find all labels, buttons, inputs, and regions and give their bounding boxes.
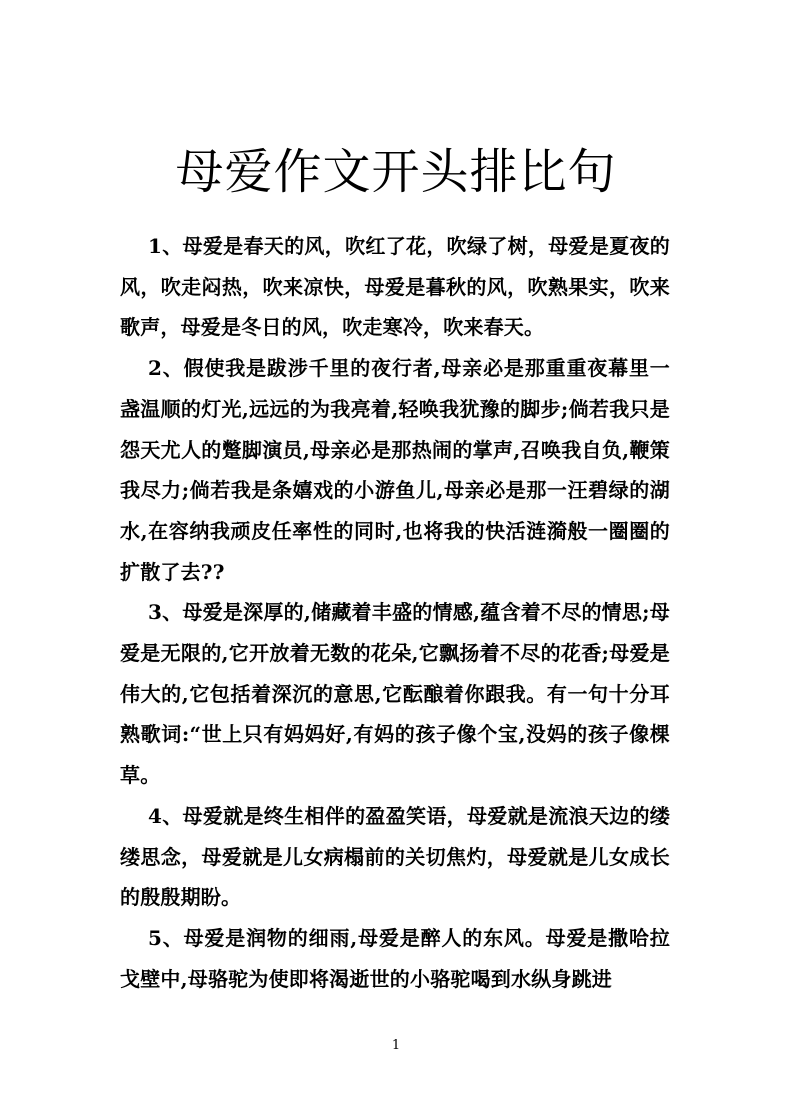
paragraph-5: 5、母爱是润物的细雨,母爱是醉人的东风。母爱是撒哈拉戈壁中,母骆驼为使即将渴逝世的小骆驼喝到水纵身跳进 bbox=[120, 925, 670, 991]
page-number: 1 bbox=[391, 1038, 401, 1053]
document-body bbox=[120, 226, 670, 999]
paragraph-2: 2、假使我是跋涉千里的夜行者,母亲必是那重重夜幕里一盏温顺的灯光,远远的为我亮着,轻唤我犹豫的脚步;倘若我只是怨天尤人的蹩脚演员,母亲必是那热闹的掌声,召唤我自负,鞭策我尽力;倘若我是条嬉戏的小游鱼儿,母亲必是那一汪碧绿的湖水,在容纳我顽皮任率性的同时,也将我的快活涟漪般一圈圈的扩散了去?? bbox=[120, 356, 670, 584]
paragraph-3: 3、母爱是深厚的,储藏着丰盛的情感,蕴含着不尽的情思;母爱是无限的,它开放着无数的花朵,它飘扬着不尽的花香;母爱是伟大的,它包括着深沉的意思,它酝酿着你跟我。有一句十分耳熟歌词:“世上只有妈妈好,有妈的孩子像个宝,没妈的孩子像棵草。 bbox=[120, 600, 670, 788]
paragraph-4: 4、母爱就是终生相伴的盈盈笑语，母爱就是流浪天边的缕缕思念，母爱就是儿女病榻前的关切焦灼，母爱就是儿女成长的殷殷期盼。 bbox=[120, 803, 670, 910]
document-title: 母爱作文开头排比句 bbox=[175, 144, 617, 200]
paragraph-1: 1、母爱是春天的风，吹红了花，吹绿了树，母爱是夏夜的风，吹走闷热，吹来凉快，母爱是暮秋的风，吹熟果实，吹来歌声，母爱是冬日的风，吹走寒冷，吹来春天。 bbox=[120, 234, 670, 340]
